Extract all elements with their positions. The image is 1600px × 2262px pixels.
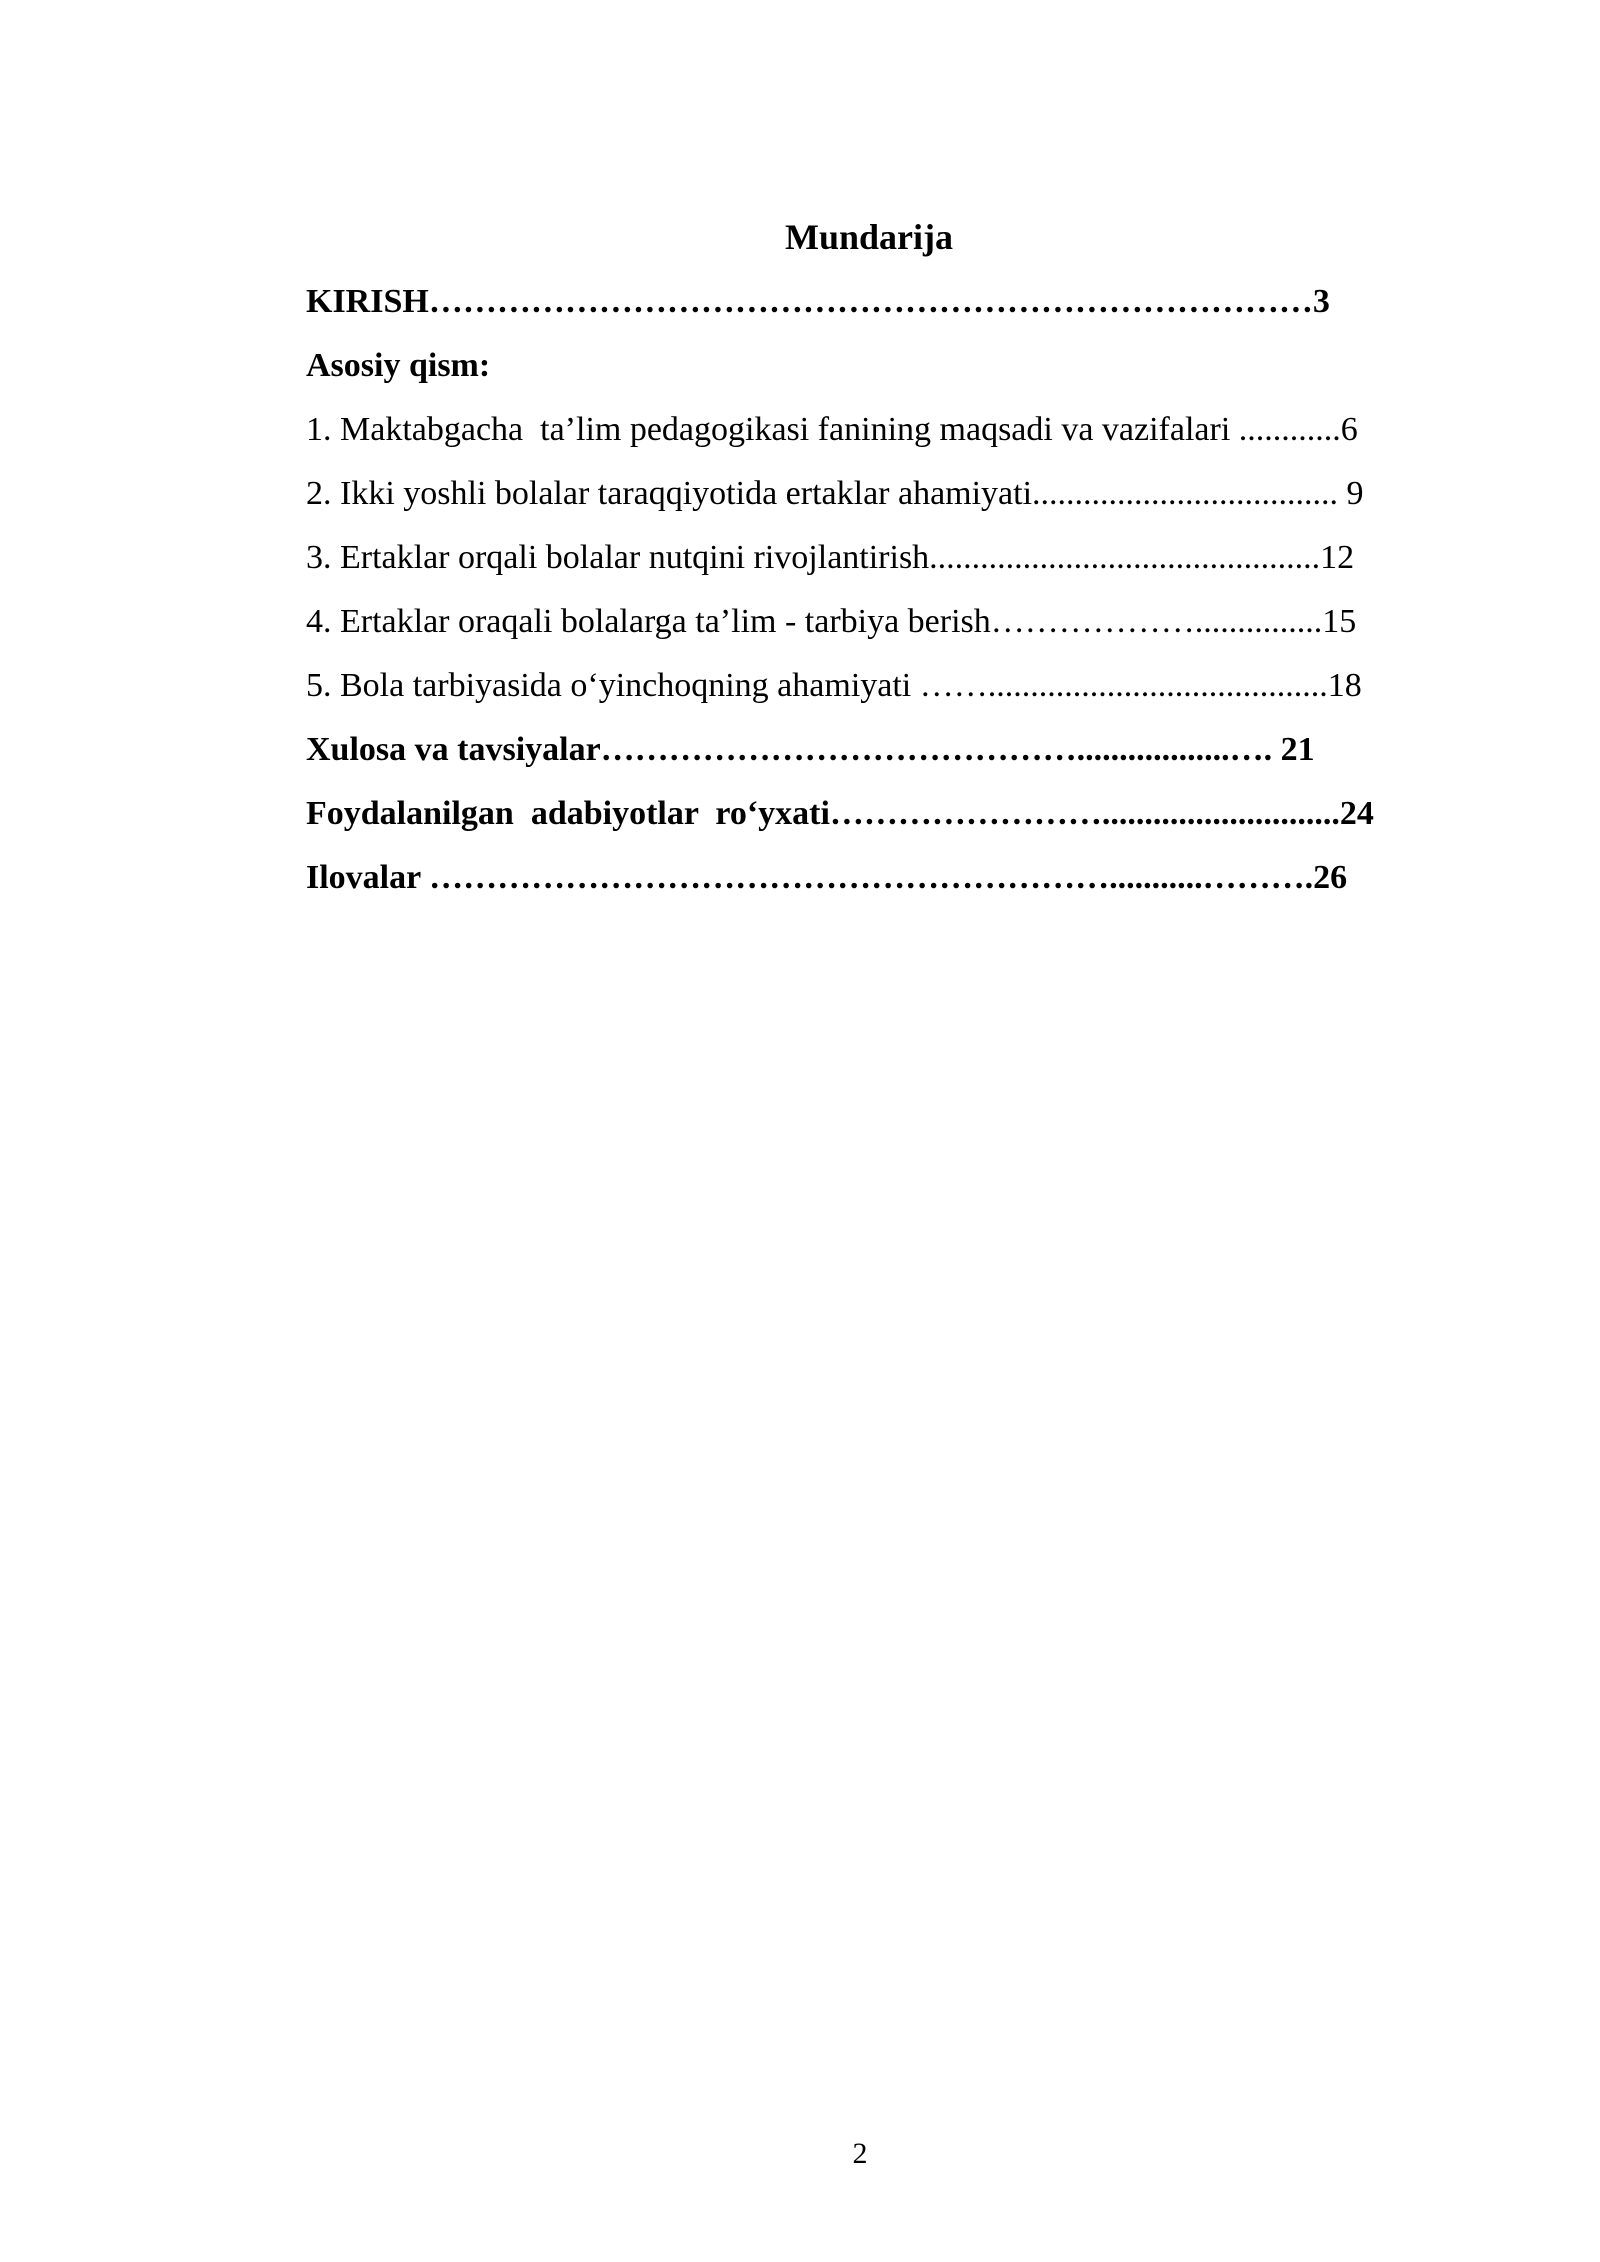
toc-entry-ilovalar: Ilovalar ……………………………………………………...........……….26 xyxy=(306,859,1348,896)
toc-entry-5: 5. Bola tarbiyasida o‘yinchoqning ahamiyati ……........................................18 xyxy=(306,667,1362,704)
toc-entry-3: 3. Ertaklar orqali bolalar nutqini rivojlantirish..............................................12 xyxy=(306,539,1355,576)
toc-section-asosiy-qism: Asosiy qism: xyxy=(306,347,491,384)
toc-entry-1: 1. Maktabgacha ta’lim pedagogikasi fanining maqsadi va vazifalari ............6 xyxy=(306,411,1358,448)
toc-title: Mundarija xyxy=(784,217,953,257)
page-number: 2 xyxy=(852,2137,868,2170)
toc-entry-adabiyotlar: Foydalanilgan adabiyotlar ro‘yxati……………………............................24 xyxy=(306,795,1374,832)
toc-entry-4: 4. Ertaklar oraqali bolalarga ta’lim - tarbiya berish………………...............15 xyxy=(306,603,1357,640)
table-of-contents xyxy=(306,205,1506,910)
toc-entry-2: 2. Ikki yoshli bolalar taraqqiyotida ertaklar ahamiyati.................................... 9 xyxy=(306,475,1364,512)
toc-entry-xulosa: Xulosa va tavsiyalar……………………………………..................…. 21 xyxy=(306,731,1315,768)
toc-entry-kirish: KIRISH……………………………………………………………………3 xyxy=(306,283,1330,320)
